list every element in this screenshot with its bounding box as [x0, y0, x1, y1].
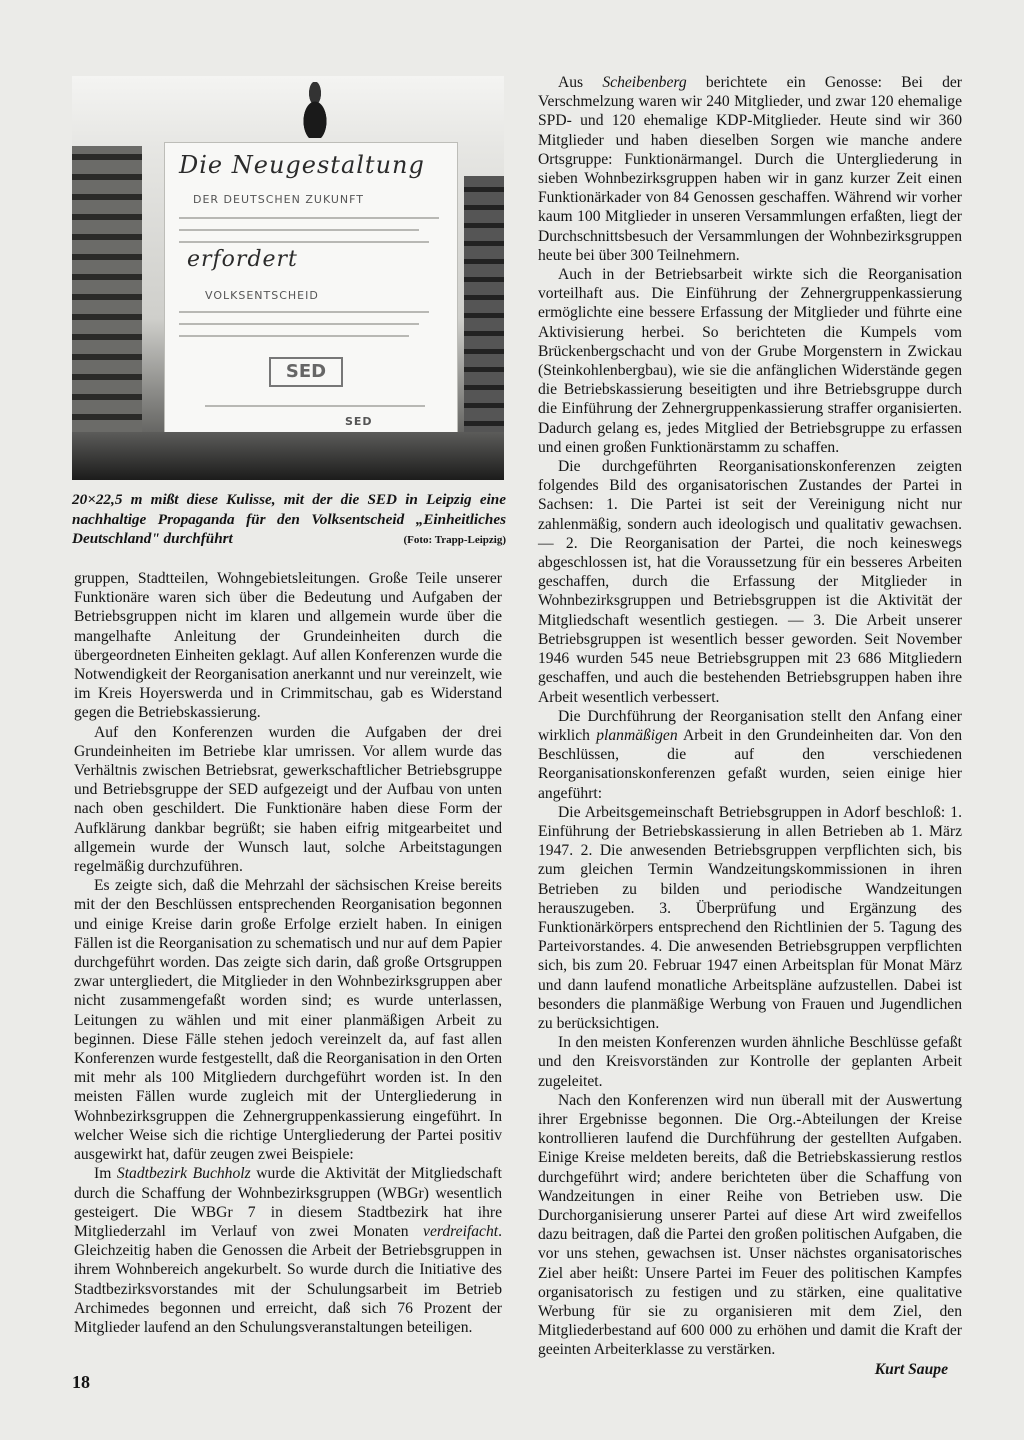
rooftop-statue	[292, 82, 338, 138]
sed-logo: SED	[269, 357, 343, 387]
paragraph: Nach den Konferenzen wird nun überall mit der Auswertung ihrer Ergebnisse begonnen. Die Org.-Abteilungen der Kreise kontrollieren laufend die Durchführung der gestellten Aufgaben. Einige Kreise meldeten bereits, daß die Betriebskassierung restlos durchgeführt wird; andere berichteten über die Schaffung von Wandzeitungen in einer Reihe von Betrieben usw. Die Durchorganisierung unserer Partei auf diese Art wird zweifellos dazu beitragen, daß die Partei den großen politischen Aufgaben, die vor uns stehen, gewachsen ist. Unser nächstes organisatorisches Ziel aber heißt: Unsere Partei im Feuer des politischen Kampfes organisatorisch zu festigen und zu stärken, eine qualitative Werbung für sie zu organisieren mit dem Ziel, den Mitgliederbestand auf 600 000 zu erhöhen und damit die Kraft der geeinten Arbeiterklasse zu verstärken.	[538, 1091, 962, 1359]
page-number: 18	[72, 1372, 90, 1392]
emphasis-verdreifacht: verdreifacht	[423, 1222, 499, 1240]
paragraph: Auf den Konferenzen wurden die Aufgaben der drei Grundeinheiten im Betriebe klar umrissen. Vor allem wurde das Verhältnis zwischen Betriebsrat, gewerkschaftlicher Betriebsgruppe und Betriebsgruppe der SED aufgezeigt und der Aufbau von unten nach oben geschildert. Die Funktionäre haben diese Form der Aufklärung dankbar begrüßt; sie haben eifrig mitgearbeitet und allgemein wurde der Wunsch laut, solche Arbeitstagungen regelmäßig durchzuführen.	[74, 723, 502, 876]
banner-keyword: VOLKSENTSCHEID	[205, 289, 319, 302]
emphasis-buchholz: Stadtbezirk Buchholz	[116, 1165, 251, 1183]
right-column	[538, 73, 962, 1379]
paragraph-scheibenberg: Aus Scheibenberg berichtete ein Genosse: Bei der Verschmelzung waren wir 240 Mitglieder, und zwar 120 ehemalige SPD- und 120 ehemalige KDP-Mitglieder. Heute sind wir 360 Mitglieder und haben dieselben Sorgen wie manche andere Ortsgruppe: Funktionärmangel. Durch die Untergliederung in sieben Wohnbezirksgruppen haben wir in ganz kurzer Zeit einen Funktionärkader von 84 Genossen geschaffen. Während wir vorher kaum 100 Mitglieder in unseren Versammlungen erfaßten, liegt der Durchschnittsbesuch der Versammlungen der Wohnbezirksgruppen heute bei über 300 Teilnehmern.	[538, 74, 963, 264]
paragraph: gruppen, Stadtteilen, Wohngebietsleitungen. Große Teile unserer Funktionäre waren sich über die Bedeutung und Aufgaben der Betriebsgruppen nicht im klaren und allgemein wurde über die mangelhafte Anleitung der Grundeinheiten durch die übergeordneten Einheiten geklagt. Auf allen Konferenzen wurde die Notwendigkeit der Reorganisation anerkannt und nur vereinzelt, wie im Kreis Hoyerswerda und in Crimmitschau, gab es Widerstand gegen die Betriebskassierung.	[74, 570, 502, 722]
caption-text: 20×22,5 m mißt diese Kulisse, mit der die SED in Leipzig eine nachhaltige Propaganda für den Volksentscheid „Einheitliches Deutschland" durchführt	[72, 491, 506, 548]
banner-subhead: DER DEUTSCHEN ZUKUNFT	[193, 193, 364, 206]
author-signature: Kurt Saupe	[874, 1360, 948, 1378]
paragraph-planmaessig: Die Durchführung der Reorganisation stellt den Anfang einer wirklich planmäßigen Arbeit in den Grundeinheiten dar. Von den Beschlüssen, die auf den verschiedenen Reorganisationskonferenzen gefaßt wurden, seien einige hier angeführt:	[538, 707, 962, 802]
banner-headline: Die Neugestaltung	[179, 151, 425, 179]
paragraph: Die Arbeitsgemeinschaft Betriebsgruppen in Adorf beschloß: 1. Einführung der Betriebskassierung in allen Betrieben ab 1. März 1947. 2. Die anwesenden Betriebsgruppen verpflichten sich, bis zum gleichen Termin Wandzeitungskommissionen in ihren Betrieben zu bilden und periodische Wandzeitungen herauszugeben. 3. Überprüfung und Ergänzung des Funktionärkörpers entsprechend den Richtlinien der 5. Tagung des Parteivorstandes. 4. Die anwesenden Betriebsgruppen verpflichten sich, bis zum 20. Februar 1947 einen Arbeitsplan für Monat März und dann laufend monatliche Arbeitspläne aufzustellen. Dabei ist besonders die planmäßige Werbung von Frauen und Jugendlichen zu berücksichtigen.	[538, 803, 962, 1032]
paragraph: Auch in der Betriebsarbeit wirkte sich die Reorganisation vorteilhaft aus. Die Einführung der Zehnergruppenkassierung ermöglichte eine bessere Erfassung der Mitglieder und führte eine Aktivisierung herbei. So berichteten die Kumpels vom Brückenbergschacht und von der Grube Morgenstern in Zwickau (Steinkohlenbergbau), wie sie die anfänglichen Widerstände gegen die Betriebskassierung beseitigten und ihre Betriebsgruppe durch die Einführung der Zehnergruppenkassierung straffer organisierten. Dadurch gelang es, jedes Mitglied der Betriebsgruppe zu erfassen und einen großen Funktionärstamm zu schaffen.	[538, 266, 962, 456]
paragraph: In den meisten Konferenzen wurden ähnliche Beschlüsse gefaßt und den Kreisvorständen zur Kontrolle der geplanten Arbeit zugeleitet.	[538, 1034, 962, 1090]
building-facade-left	[72, 146, 142, 480]
banner-footer-sed: SED	[345, 415, 373, 428]
street-ground	[72, 432, 504, 480]
left-column	[74, 569, 502, 1337]
banner-verb: erfordert	[187, 247, 298, 272]
propaganda-photo	[72, 76, 504, 480]
propaganda-banner	[164, 142, 458, 454]
paragraph: Die durchgeführten Reorganisationskonferenzen zeigten folgendes Bild des organisatorischen Zustandes der Partei in Sachsen: 1. Die Partei ist seit der Vereinigung nicht nur zahlenmäßig, sondern auch ideologisch und qualitativ gewachsen. — 2. Die Reorganisation der Partei, die noch keineswegs abgeschlossen ist, hat die Voraussetzung für ein besseres Arbeiten geschaffen, durch die Erfassung der Mitglieder in Wohnbezirksgruppen und Betriebsgruppen ist die Aktivität der Mitgliedschaft wesentlich gestiegen. — 3. Die Arbeit unserer Betriebsgruppen ist wesentlich besser geworden. Seit November 1946 wurden 545 neue Betriebsgruppen mit 23 686 Mitgliedern geschaffen, und auch die bestehenden Betriebsgruppen haben ihre Arbeit wesentlich verbessert.	[538, 458, 962, 706]
paragraph: Es zeigte sich, daß die Mehrzahl der sächsischen Kreise bereits mit der den Beschlüssen entsprechenden Reorganisation begonnen und einige Kreise darin große Erfolge erzielt haben. In einigen Fällen ist die Reorganisation zu schematisch und nur auf dem Papier durchgeführt worden. Das zeigte sich darin, daß große Ortsgruppen zwar untergliedert, die Mitglieder in den Wohnbezirksgruppen aber nicht zusammengefaßt worden sind; es wurde unterlassen, Leitungen zu wählen und mit einer planmäßigen Arbeit zu beginnen. Diese Fälle stehen jedoch vereinzelt da, auf fast allen Konferenzen wurde festgestellt, daß die Reorganisation in den Orten mit mehr als 100 Mitgliedern durchgeführt worden ist. In den meisten Fällen wurde zugleich mit der Untergliederung in Wohnbezirksgruppen die Zehnergruppenkassierung eingeführt. In welcher Weise sich die richtige Untergliederung der Partei positiv ausgewirkt hat, dafür zeugen zwei Beispiele:	[74, 877, 502, 1164]
paragraph-buchholz: Im Stadtbezirk Buchholz wurde die Aktivität der Mitgliedschaft durch die Schaffung der Wohnbezirksgruppen (WBGr) wesentlich gesteigert. Die WBGr 7 in diesem Stadtbezirk hat ihre Mitgliederzahl im Verlauf von zwei Monaten verdreifacht. Gleichzeitig haben die Genossen die Arbeit der Betriebsgruppen in ihrem Wohnbereich angekurbelt. So wurde durch die Initiative des Stadtbezirksvorstandes mit der Schulungsarbeit im Betrieb Archimedes begonnen und erreicht, daß sich 76 Prozent der Mitglieder laufend an den Schulungsveranstaltungen beteiligen.	[74, 1165, 502, 1336]
emphasis-planmaessig: planmäßigen	[596, 726, 678, 744]
emphasis-scheibenberg: Scheibenberg	[602, 74, 687, 91]
photo-credit: (Foto: Trapp-Leipzig)	[403, 534, 506, 547]
photo-caption	[72, 490, 506, 551]
